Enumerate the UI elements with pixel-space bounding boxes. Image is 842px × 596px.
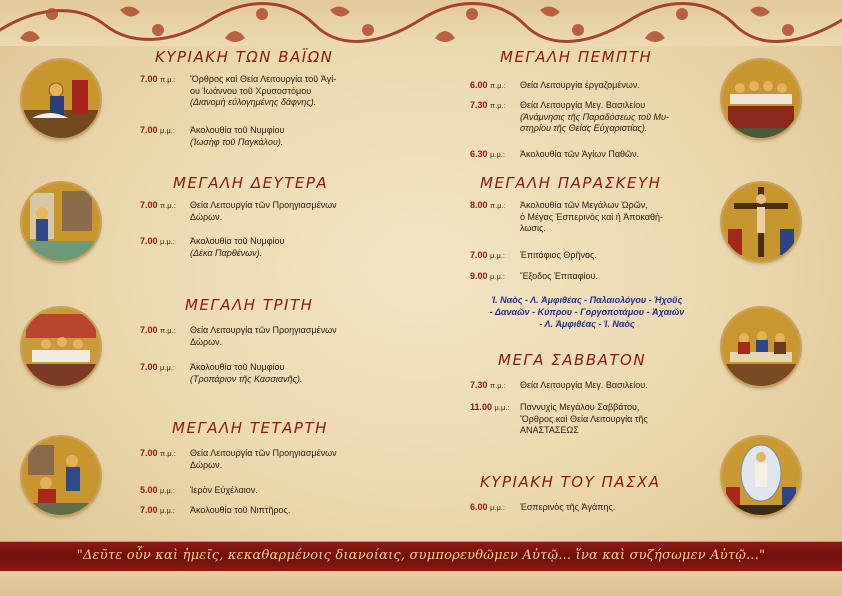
washing-feet-icon [22, 437, 100, 515]
day-title-holy-tuesday: ΜΕΓΑΛΗ ΤΡΙΤΗ [185, 296, 314, 314]
lamentation-icon [722, 308, 800, 386]
day-title-holy-monday: ΜΕΓΑΛΗ ΔΕΥΤΕΡΑ [173, 174, 329, 192]
footer-quote: "Δεῦτε οὖν καὶ ἡμεῖς, κεκαθαρμένοις διανοίαις, συμπορευθῶμεν Αὐτῷ... ἵνα καὶ συζήσωμεν Αὐτῷ..." [76, 548, 766, 563]
day-title-palm-sunday: ΚΥΡΙΑΚΗ ΤΩΝ ΒΑΪΩΝ [155, 48, 334, 66]
anointing-icon [22, 308, 100, 386]
crucifixion-icon [722, 183, 800, 261]
top-ornament-border [0, 0, 842, 46]
last-supper-icon [722, 60, 800, 138]
day-title-pascha: ΚΥΡΙΑΚΗ ΤΟΥ ΠΑΣΧΑ [480, 473, 661, 491]
procession-route: Ἱ. Ναὸς - Λ. Ἀμφιθέας - Παλαιολόγου - Ἠχοῦς - Δαναῶν - Κύπρου - Γοργοποτάμου - Ἀχαιῶν - Λ. Ἀμφιθέας - Ἱ. Ναὸς [489, 295, 685, 329]
day-title-holy-friday: ΜΕΓΑΛΗ ΠΑΡΑΣΚΕΥΗ [480, 174, 662, 192]
palm-sunday-icon [22, 60, 100, 138]
floral-ornament-icon [0, 0, 842, 46]
bottom-strip [0, 571, 842, 596]
day-title-holy-saturday: ΜΕΓΑ ΣΑΒΒΑΤΟΝ [498, 351, 647, 369]
day-title-holy-wednesday: ΜΕΓΑΛΗ ΤΕΤΑΡΤΗ [172, 419, 328, 437]
resurrection-icon [722, 437, 800, 515]
day-title-holy-thursday: ΜΕΓΑΛΗ ΠΕΜΠΤΗ [500, 48, 653, 66]
joseph-icon [22, 183, 100, 261]
